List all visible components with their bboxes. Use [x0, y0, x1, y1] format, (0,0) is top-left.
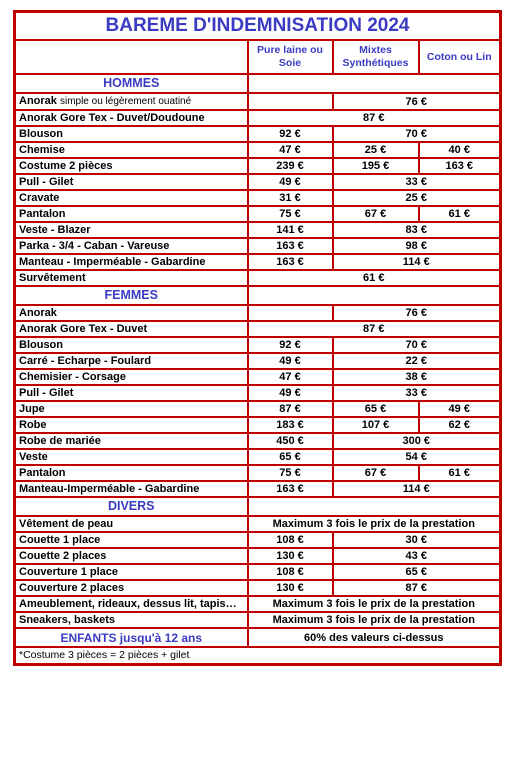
item-label [15, 110, 248, 126]
table-row [15, 270, 501, 286]
item-label [15, 385, 248, 401]
item-note: simple ou légèrement ouatiné [59, 96, 192, 107]
item-label [15, 126, 248, 142]
price-cell-mixtes-coton: 65 € [333, 564, 501, 580]
price-cell-coton: 163 € [419, 158, 501, 174]
price-cell-coton: 49 € [419, 401, 501, 417]
price-cell-laine: 141 € [248, 222, 333, 238]
item-label [15, 596, 248, 612]
item-label [15, 142, 248, 158]
price-cell-laine: 65 € [248, 449, 333, 465]
section-header-row [15, 497, 501, 516]
indemnity-scale-document [13, 10, 499, 666]
price-cell-all: Maximum 3 fois le prix de la prestation [248, 516, 501, 532]
price-cell-laine: 163 € [248, 254, 333, 270]
price-cell-mixtes-coton: 70 € [333, 126, 501, 142]
item-label [15, 174, 248, 190]
price-cell-coton: 61 € [419, 206, 501, 222]
footnote-row [15, 647, 501, 664]
price-cell-mixtes-coton: 114 € [333, 481, 501, 497]
item-name: Parka - 3/4 - Caban - Vareuse [19, 240, 170, 252]
item-label [15, 353, 248, 369]
item-name: Couette 1 place [19, 534, 101, 546]
price-cell-all: Maximum 3 fois le prix de la prestation [248, 612, 501, 628]
page-title: BAREME D'INDEMNISATION 2024 [15, 12, 501, 41]
item-label [15, 481, 248, 497]
item-label [15, 532, 248, 548]
table-row [15, 385, 501, 401]
table-row [15, 433, 501, 449]
item-label [15, 93, 248, 110]
table-row [15, 417, 501, 433]
item-name: Pantalon [19, 208, 66, 220]
header-blank-cell [15, 40, 248, 74]
item-name: Robe [19, 419, 47, 431]
price-cell-laine: 108 € [248, 564, 333, 580]
table-row [15, 465, 501, 481]
table-row [15, 126, 501, 142]
table-row [15, 401, 501, 417]
price-cell-laine: 47 € [248, 369, 333, 385]
price-cell-laine: 75 € [248, 465, 333, 481]
table-row [15, 353, 501, 369]
item-name: Couverture 1 place [19, 566, 119, 578]
item-name: Veste - Blazer [19, 224, 91, 236]
item-name: Anorak [19, 307, 57, 319]
price-cell-laine: 47 € [248, 142, 333, 158]
price-cell-mixtes-coton: 33 € [333, 385, 501, 401]
item-name: Pull - Gilet [19, 176, 74, 188]
price-cell-laine: 49 € [248, 385, 333, 401]
table-row [15, 449, 501, 465]
item-name: Robe de mariée [19, 435, 101, 447]
price-cell-laine [248, 93, 333, 110]
price-cell-all: 87 € [248, 110, 501, 126]
item-name: Anorak [19, 95, 57, 107]
title-row [15, 12, 501, 41]
item-name: Anorak Gore Tex - Duvet [19, 323, 148, 335]
price-cell-mixtes-coton: 25 € [333, 190, 501, 206]
price-cell-mixtes: 25 € [333, 142, 419, 158]
item-name: Couverture 2 places [19, 582, 125, 594]
table-row [15, 369, 501, 385]
item-name: Veste [19, 451, 48, 463]
item-label [15, 612, 248, 628]
price-cell-all: Maximum 3 fois le prix de la prestation [248, 596, 501, 612]
item-name: Anorak Gore Tex - Duvet/Doudoune [19, 112, 205, 124]
price-cell-mixtes-coton: 114 € [333, 254, 501, 270]
price-cell-mixtes: 65 € [333, 401, 419, 417]
price-cell-laine: 49 € [248, 174, 333, 190]
price-cell-laine: 31 € [248, 190, 333, 206]
table-row [15, 596, 501, 612]
price-cell-mixtes-coton: 33 € [333, 174, 501, 190]
table-row [15, 206, 501, 222]
item-name: Carré - Echarpe - Foulard [19, 355, 152, 367]
table-row [15, 238, 501, 254]
table-row [15, 93, 501, 110]
column-header-laine: Pure laine ou Soie [248, 40, 333, 74]
item-name: Costume 2 pièces [19, 160, 113, 172]
table-row [15, 564, 501, 580]
price-cell-laine: 108 € [248, 532, 333, 548]
price-cell-mixtes-coton: 22 € [333, 353, 501, 369]
item-label [15, 254, 248, 270]
section-title: DIVERS [15, 497, 248, 516]
item-label [15, 206, 248, 222]
item-name: Survêtement [19, 272, 86, 284]
item-label [15, 417, 248, 433]
section-title: HOMMES [15, 74, 248, 93]
price-cell-laine: 75 € [248, 206, 333, 222]
table-row [15, 532, 501, 548]
price-cell-mixtes-coton: 83 € [333, 222, 501, 238]
price-cell-coton: 61 € [419, 465, 501, 481]
item-name: Manteau-Imperméable - Gabardine [19, 483, 200, 495]
item-label [15, 238, 248, 254]
price-cell-coton: 40 € [419, 142, 501, 158]
enfants-label: ENFANTS jusqu'à 12 ans [15, 628, 248, 647]
price-cell-mixtes-coton: 300 € [333, 433, 501, 449]
item-label [15, 337, 248, 353]
item-label [15, 433, 248, 449]
item-name: Chemisier - Corsage [19, 371, 126, 383]
table-row [15, 158, 501, 174]
item-name: Jupe [19, 403, 45, 415]
column-header-row [15, 40, 501, 74]
section-title: FEMMES [15, 286, 248, 305]
price-cell-coton: 62 € [419, 417, 501, 433]
item-label [15, 465, 248, 481]
price-cell-mixtes-coton: 70 € [333, 337, 501, 353]
price-cell-laine: 49 € [248, 353, 333, 369]
footnote: *Costume 3 pièces = 2 pièces + gilet [15, 647, 501, 664]
table-row [15, 110, 501, 126]
item-label [15, 401, 248, 417]
price-cell-laine: 163 € [248, 481, 333, 497]
table-row [15, 190, 501, 206]
section-header-row [15, 286, 501, 305]
item-label [15, 222, 248, 238]
enfants-row [15, 628, 501, 647]
item-label [15, 449, 248, 465]
item-name: Pantalon [19, 467, 66, 479]
price-cell-mixtes-coton: 76 € [333, 93, 501, 110]
table-row [15, 305, 501, 321]
price-cell-mixtes: 195 € [333, 158, 419, 174]
table-row [15, 174, 501, 190]
item-label [15, 548, 248, 564]
indemnity-table [13, 10, 502, 666]
section-header-row [15, 74, 501, 93]
table-row [15, 612, 501, 628]
price-cell-mixtes-coton: 43 € [333, 548, 501, 564]
price-cell-all: 87 € [248, 321, 501, 337]
section-blank-cell [248, 497, 501, 516]
column-header-mixtes: Mixtes Synthétiques [333, 40, 419, 74]
price-cell-laine: 130 € [248, 580, 333, 596]
item-label [15, 321, 248, 337]
price-cell-laine: 92 € [248, 126, 333, 142]
price-cell-mixtes-coton: 54 € [333, 449, 501, 465]
price-cell-mixtes-coton: 76 € [333, 305, 501, 321]
price-cell-mixtes: 107 € [333, 417, 419, 433]
table-row [15, 142, 501, 158]
item-name: Vêtement de peau [19, 518, 114, 530]
price-cell-mixtes-coton: 87 € [333, 580, 501, 596]
section-blank-cell [248, 286, 501, 305]
item-name: Blouson [19, 128, 63, 140]
table-row [15, 337, 501, 353]
item-label [15, 369, 248, 385]
item-name: Ameublement, rideaux, dessus lit, tapis… [19, 598, 237, 610]
price-cell-mixtes-coton: 30 € [333, 532, 501, 548]
price-cell-laine: 450 € [248, 433, 333, 449]
price-cell-laine: 130 € [248, 548, 333, 564]
enfants-value: 60% des valeurs ci-dessus [248, 628, 501, 647]
price-cell-laine [248, 305, 333, 321]
item-name: Cravate [19, 192, 60, 204]
item-label [15, 270, 248, 286]
item-label [15, 158, 248, 174]
table-row [15, 254, 501, 270]
item-name: Sneakers, baskets [19, 614, 116, 626]
price-cell-mixtes: 67 € [333, 206, 419, 222]
table-row [15, 580, 501, 596]
price-cell-laine: 183 € [248, 417, 333, 433]
table-row [15, 222, 501, 238]
table-row [15, 481, 501, 497]
item-label [15, 190, 248, 206]
table-row [15, 321, 501, 337]
price-cell-all: 61 € [248, 270, 501, 286]
item-label [15, 305, 248, 321]
table-row [15, 548, 501, 564]
price-cell-laine: 239 € [248, 158, 333, 174]
price-cell-laine: 92 € [248, 337, 333, 353]
price-cell-mixtes-coton: 98 € [333, 238, 501, 254]
item-label [15, 564, 248, 580]
item-name: Blouson [19, 339, 63, 351]
item-name: Pull - Gilet [19, 387, 74, 399]
section-blank-cell [248, 74, 501, 93]
price-cell-mixtes: 67 € [333, 465, 419, 481]
item-label [15, 580, 248, 596]
item-label [15, 516, 248, 532]
item-name: Manteau - Imperméable - Gabardine [19, 256, 206, 268]
price-cell-laine: 163 € [248, 238, 333, 254]
column-header-coton: Coton ou Lin [419, 40, 501, 74]
item-name: Couette 2 places [19, 550, 107, 562]
price-cell-mixtes-coton: 38 € [333, 369, 501, 385]
table-row [15, 516, 501, 532]
item-name: Chemise [19, 144, 65, 156]
price-cell-laine: 87 € [248, 401, 333, 417]
